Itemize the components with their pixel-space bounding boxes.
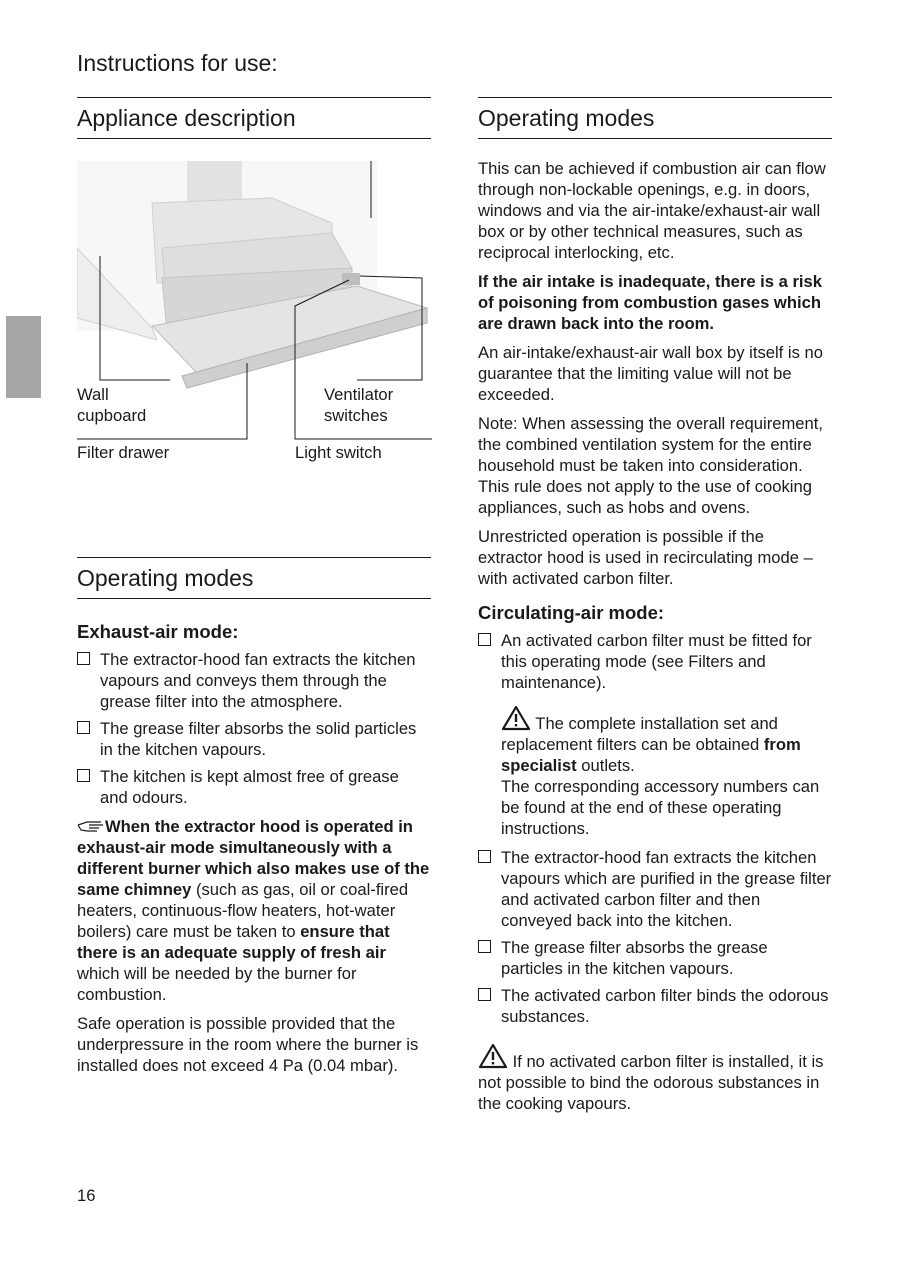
page-number: 16: [77, 1186, 96, 1205]
checkbox-bullet-icon: [478, 850, 491, 863]
appliance-description-title: Appliance description: [77, 97, 431, 139]
warning-triangle-icon: [478, 1043, 508, 1069]
label-ventilator-line2: switches: [324, 406, 388, 425]
note-paragraph: Note: When assessing the overall requirement, the combined ventilation system for the entire household must be taken into consideration. This rule does not apply to the use of cooking appliances, such as hobs and ovens.: [478, 414, 823, 517]
warning-triangle-icon: [501, 705, 531, 731]
poisoning-warning-paragraph: If the air intake is inadequate, there is a risk of poisoning from combustion gases which are drawn back into the room.: [478, 272, 822, 333]
left-operating-modes: [77, 557, 431, 1084]
checkbox-bullet-icon: [77, 769, 90, 782]
wall-box-paragraph: An air-intake/exhaust-air wall box by itself is no guarantee that the limiting value will not be exceeded.: [478, 343, 823, 404]
right-operating-modes: [478, 97, 832, 1122]
list-item: The activated carbon filter binds the odorous substances.: [478, 985, 832, 1027]
appliance-illustration: [77, 158, 432, 468]
checkbox-bullet-icon: [77, 721, 90, 734]
label-ventilator-line1: Ventilator: [324, 385, 394, 404]
installation-set-note: The complete installation set and replacement filters can be obtained from specialist outlets. The corresponding accessory numbers can be found at the end of these operating instructions.: [478, 705, 832, 839]
label-wall-cupboard-line1: Wall: [77, 385, 109, 404]
exhaust-warning-paragraph: When the extractor hood is operated in exhaust-air mode simultaneously with a different burner which also makes use of the same chimney (such as gas, oil or coal-fired heaters, continuous-flow heaters, hot-water boilers) care must be taken to ensure that there is an adequate supply of fresh air which will be needed by the burner for combustion.: [77, 817, 430, 1004]
page-header: Instructions for use:: [77, 50, 278, 76]
label-wall-cupboard-line2: cupboard: [77, 406, 147, 425]
list-item: The kitchen is kept almost free of grease and odours.: [77, 766, 431, 808]
unrestricted-paragraph: Unrestricted operation is possible if the extractor hood is used in recirculating mode – with activated carbon filter.: [478, 527, 813, 588]
list-item: The extractor-hood fan extracts the kitchen vapours and conveys them through the grease filter into the atmosphere.: [77, 649, 431, 712]
left-operating-modes-title: Operating modes: [77, 557, 431, 599]
side-tab-marker: [6, 316, 41, 398]
checkbox-bullet-icon: [478, 988, 491, 1001]
checkbox-bullet-icon: [478, 940, 491, 953]
right-operating-modes-title: Operating modes: [478, 97, 832, 139]
combustion-air-paragraph: This can be achieved if combustion air can flow through non-lockable openings, e.g. in doors, windows and via the air-intake/exhaust-air wall box or by other technical measures, such as reciprocal interlocking, etc.: [478, 159, 826, 262]
list-item: The extractor-hood fan extracts the kitchen vapours which are purified in the grease filter and activated carbon filter and then conveyed back into the kitchen.: [478, 847, 832, 931]
checkbox-bullet-icon: [478, 633, 491, 646]
list-item: An activated carbon filter must be fitted for this operating mode (see Filters and maintenance).: [478, 630, 832, 693]
circulating-air-heading: Circulating-air mode:: [478, 602, 665, 623]
exhaust-air-heading: Exhaust-air mode:: [77, 621, 239, 642]
list-item: The grease filter absorbs the solid particles in the kitchen vapours.: [77, 718, 431, 760]
checkbox-bullet-icon: [77, 652, 90, 665]
pointing-hand-icon: [77, 818, 105, 832]
label-filter-drawer: Filter drawer: [77, 443, 170, 462]
label-light-switch: Light switch: [295, 443, 382, 462]
safe-operation-paragraph: Safe operation is possible provided that the underpressure in the room where the burner is installed does not exceed 4 Pa (0.04 mbar).: [77, 1014, 419, 1075]
list-item: The grease filter absorbs the grease particles in the kitchen vapours.: [478, 937, 832, 979]
no-carbon-filter-warning: If no activated carbon filter is installed, it is not possible to bind the odorous substances in the cooking vapours.: [478, 1043, 832, 1114]
